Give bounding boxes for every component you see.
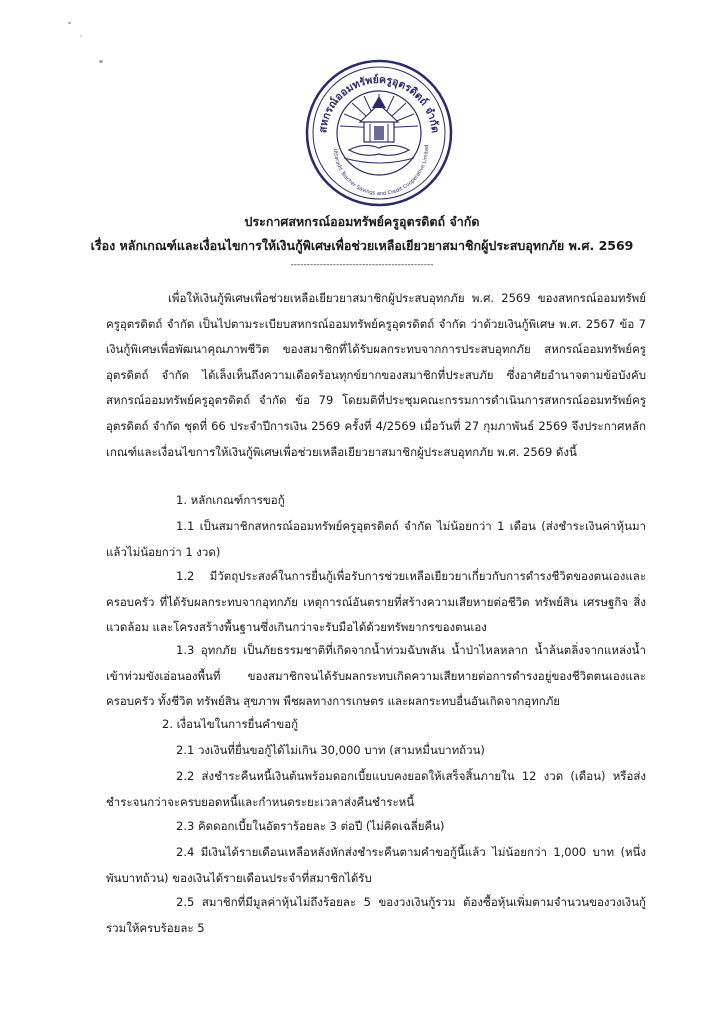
clause-1-2: 1.2 มีวัตถุประสงค์ในการยื่นกู้เพื่อรับการช่วยเหลือเยียวยาเกี่ยวกับการดำรงชีวิตของตนเองและครอบครัว ที่ได้รับผลกระทบจากอุทกภัย เหตุการณ์อันตรายที่สร้างความเสียหายต่อชีวิต ทรัพย์สิน เศรษฐกิจ สิ่งแวดล้อม และโครงสร้างพื้นฐานซึ่งเกินกว่าจะรับมือได้ด้วยทรัพยากรของตนเอง <box>106 569 646 635</box>
section-1-heading: 1. หลักเกณฑ์การขอกู้ <box>176 493 285 507</box>
scan-speck <box>99 60 103 63</box>
seal-inner-text: Uttaradit Teacher Savings and Credit Cooperative Limited <box>331 144 431 198</box>
scan-speck <box>80 35 82 37</box>
scan-speck <box>68 22 71 24</box>
clause-1-1: 1.1 เป็นสมาชิกสหกรณ์ออมทรัพย์ครูอุตรดิตถ์ จำกัด ไม่น้อยกว่า 1 เดือน (ส่งชำระเงินค่าหุ้นมาแล้วไม่น้อยกว่า 1 งวด) <box>106 519 646 559</box>
clause-2-2: 2.2 ส่งชำระคืนหนี้เงินต้นพร้อมดอกเบี้ยแบบคงยอดให้เสร็จสิ้นภายใน 12 งวด (เดือน) หรือส่งชำระจนกว่าจะครบยอดหนี้และกำหนดระยะเวลาส่งคืนชำระหนี้ <box>106 769 646 809</box>
svg-text:Uttaradit Teacher Savings and <box>332 145 430 197</box>
intro-paragraph: เพื่อให้เงินกู้พิเศษเพื่อช่วยเหลือเยียวยาสมาชิกผู้ประสบอุทกภัย พ.ศ. 2569 ของสหกรณ์ออมทรัพย์ครูอุตรดิตถ์ จำกัด เป็นไปตามระเบียบสหกรณ์ออมทรัพย์ครูอุตรดิตถ์ จำกัด ว่าด้วยเงินกู้พิเศษ พ.ศ. 2567 ข้อ 7 เงินกู้พิเศษเพื่อพัฒนาคุณภาพชีวิต ของสมาชิกที่ได้รับผลกระทบจากการประสบอุทกภัย สหกรณ์ออมทรัพย์ครูอุตรดิตถ์ จำกัด ได้เล็งเห็นถึงความเดือดร้อนทุกข์ยากของสมาชิกที่ประสบภัย ซึ่งอาศัยอำนาจตามข้อบังคับสหกรณ์ออมทรัพย์ครูอุตรดิตถ์ จำกัด ข้อ 79 โดยมติที่ประชุมคณะกรรมการดำเนินการสหกรณ์ออมทรัพย์ครูอุตรดิตถ์ จำกัด ชุดที่ 66 ประจำปีการเงิน 2569 ครั้งที่ 4/2569 เมื่อวันที่ 27 กุมภาพันธ์ 2569 จึงประกาศหลักเกณฑ์และเงื่อนไขการให้เงินกู้พิเศษเพื่อช่วยเหลือเยียวยาสมาชิกผู้ประสบอุทกภัย พ.ศ. 2569 ดังนี้ <box>106 291 646 459</box>
clause-1-3: 1.3 อุทกภัย เป็นภัยธรรมชาติที่เกิดจากน้ำท่วมฉับพลัน น้ำป่าไหลหลาก น้ำล้นตลิ่งจากแหล่งน้ำ เข้าท่วมขังเอ่อนองพื้นที่ ของสมาชิกจนได้รับผลกระทบเกิดความเสียหายต่อการดำรงอยู่ของชีวิตตนเองและครอบครัว ทั้งชีวิต ทรัพย์สิน สุขภาพ พืชผลทางการเกษตร และผลกระทบอื่นอันเกิดจากอุทกภัย <box>106 643 646 709</box>
clause-2-5: 2.5 สมาชิกที่มีมูลค่าหุ้นไม่ถึงร้อยละ 5 ของวงเงินกู้รวม ต้องซื้อหุ้นเพิ่มตามจำนวนของวงเงินกู้รวมให้ครบร้อยละ 5 <box>106 895 646 935</box>
cooperative-seal-logo <box>304 58 454 208</box>
announcement-title: ประกาศสหกรณ์ออมทรัพย์ครูอุตรดิตถ์ จำกัด <box>244 214 480 229</box>
section-2-heading: 2. เงื่อนไขในการยื่นคำขอกู้ <box>162 717 299 731</box>
clause-2-1: 2.1 วงเงินที่ยื่นขอกู้ได้ไม่เกิน 30,000 บาท (สามหมื่นบาทถ้วน) <box>176 743 485 757</box>
clause-2-4: 2.4 มีเงินได้รายเดือนเหลือหลังหักส่งชำระคืนตามคำขอกู้นี้แล้ว ไม่น้อยกว่า 1,000 บาท (หนึ่งพันบาทถ้วน) ของเงินได้รายเดือนประจำที่สมาชิกได้รับ <box>106 845 646 885</box>
announcement-subject: เรื่อง หลักเกณฑ์และเงื่อนไขการให้เงินกู้พิเศษเพื่อช่วยเหลือเยียวยาสมาชิกผู้ประสบอุทกภัย พ.ศ. 2569 <box>90 238 634 253</box>
clause-2-3: 2.3 คิดดอกเบี้ยในอัตราร้อยละ 3 ต่อปี (ไม่คิดเฉลี่ยคืน) <box>176 819 445 833</box>
seal-outer-text: สหกรณ์ออมทรัพย์ครูอุตรดิตถ์ จำกัด <box>317 73 441 134</box>
title-divider: -------------------------------------------- <box>290 260 434 270</box>
